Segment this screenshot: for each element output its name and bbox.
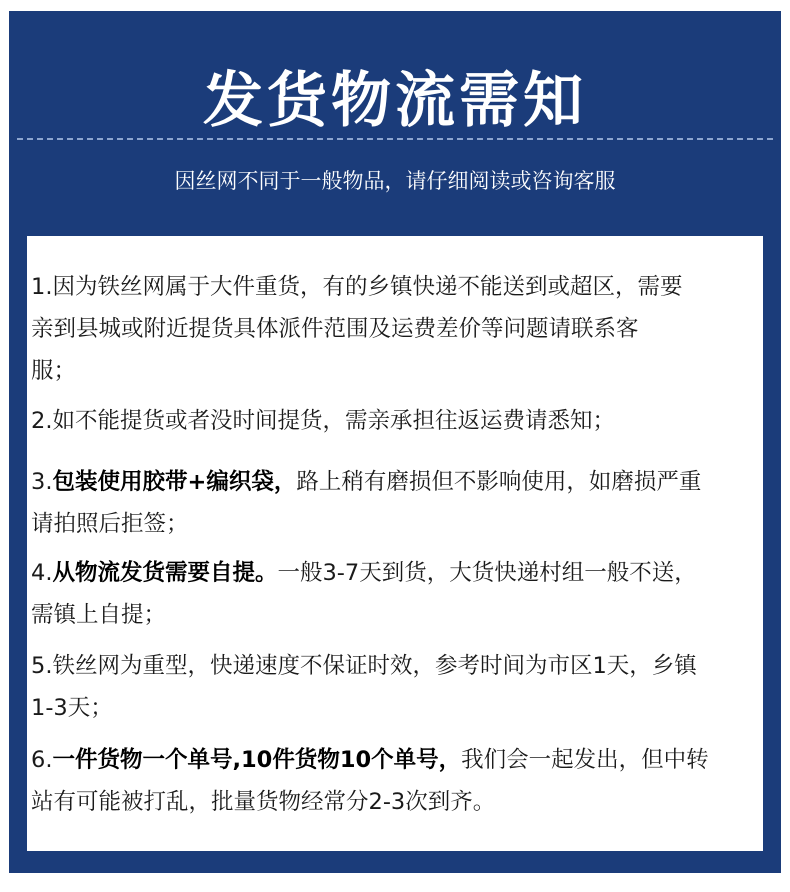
notes-card xyxy=(27,236,763,851)
note-text: 我们会一起发出，但中转 xyxy=(461,747,709,773)
note-text: 如不能提货或者没时间提货，需亲承担往返运费请悉知； xyxy=(52,408,615,434)
note-number: 1. xyxy=(31,274,53,300)
note-text: 铁丝网为重型，快递速度不保证时效，参考时间为市区1天，乡镇 xyxy=(52,653,697,679)
note-item-2 xyxy=(31,400,761,442)
note-number: 3. xyxy=(31,469,53,495)
note-item-3 xyxy=(31,461,761,545)
note-item-6 xyxy=(31,739,761,823)
notice-panel xyxy=(9,11,781,873)
note-text: 站有可能被打乱，批量货物经常分2-3次到齐。 xyxy=(31,789,496,815)
note-number: 2. xyxy=(31,408,53,434)
note-bold-text: 从物流发货需要自提。 xyxy=(52,560,278,586)
note-text: 服； xyxy=(31,358,77,384)
page-title: 发货物流需知 xyxy=(203,66,587,136)
note-number: 4. xyxy=(31,560,53,586)
note-text: 亲到县城或附近提货具体派件范围及运费差价等问题请联系客 xyxy=(31,316,639,342)
page-subtitle: 因丝网不同于一般物品，请仔细阅读或咨询客服 xyxy=(174,169,616,193)
note-number: 5. xyxy=(31,653,53,679)
note-bold-text: 包装使用胶带+编织袋， xyxy=(52,469,297,495)
note-text: 需镇上自提； xyxy=(31,602,167,628)
note-item-5 xyxy=(31,645,761,729)
note-item-1 xyxy=(31,266,761,392)
dashed-divider xyxy=(17,138,773,140)
note-text: 请拍照后拒签； xyxy=(31,511,189,537)
note-text: 路上稍有磨损但不影响使用，如磨损严重 xyxy=(296,469,702,495)
note-item-4 xyxy=(31,552,761,636)
note-text: 一般3-7天到货，大货快递村组一般不送， xyxy=(277,560,697,586)
note-text: 因为铁丝网属于大件重货，有的乡镇快递不能送到或超区，需要 xyxy=(52,274,683,300)
note-number: 6. xyxy=(31,747,53,773)
note-text: 1-3天； xyxy=(31,695,113,721)
note-bold-text: 一件货物一个单号,10件货物10个单号， xyxy=(52,747,462,773)
